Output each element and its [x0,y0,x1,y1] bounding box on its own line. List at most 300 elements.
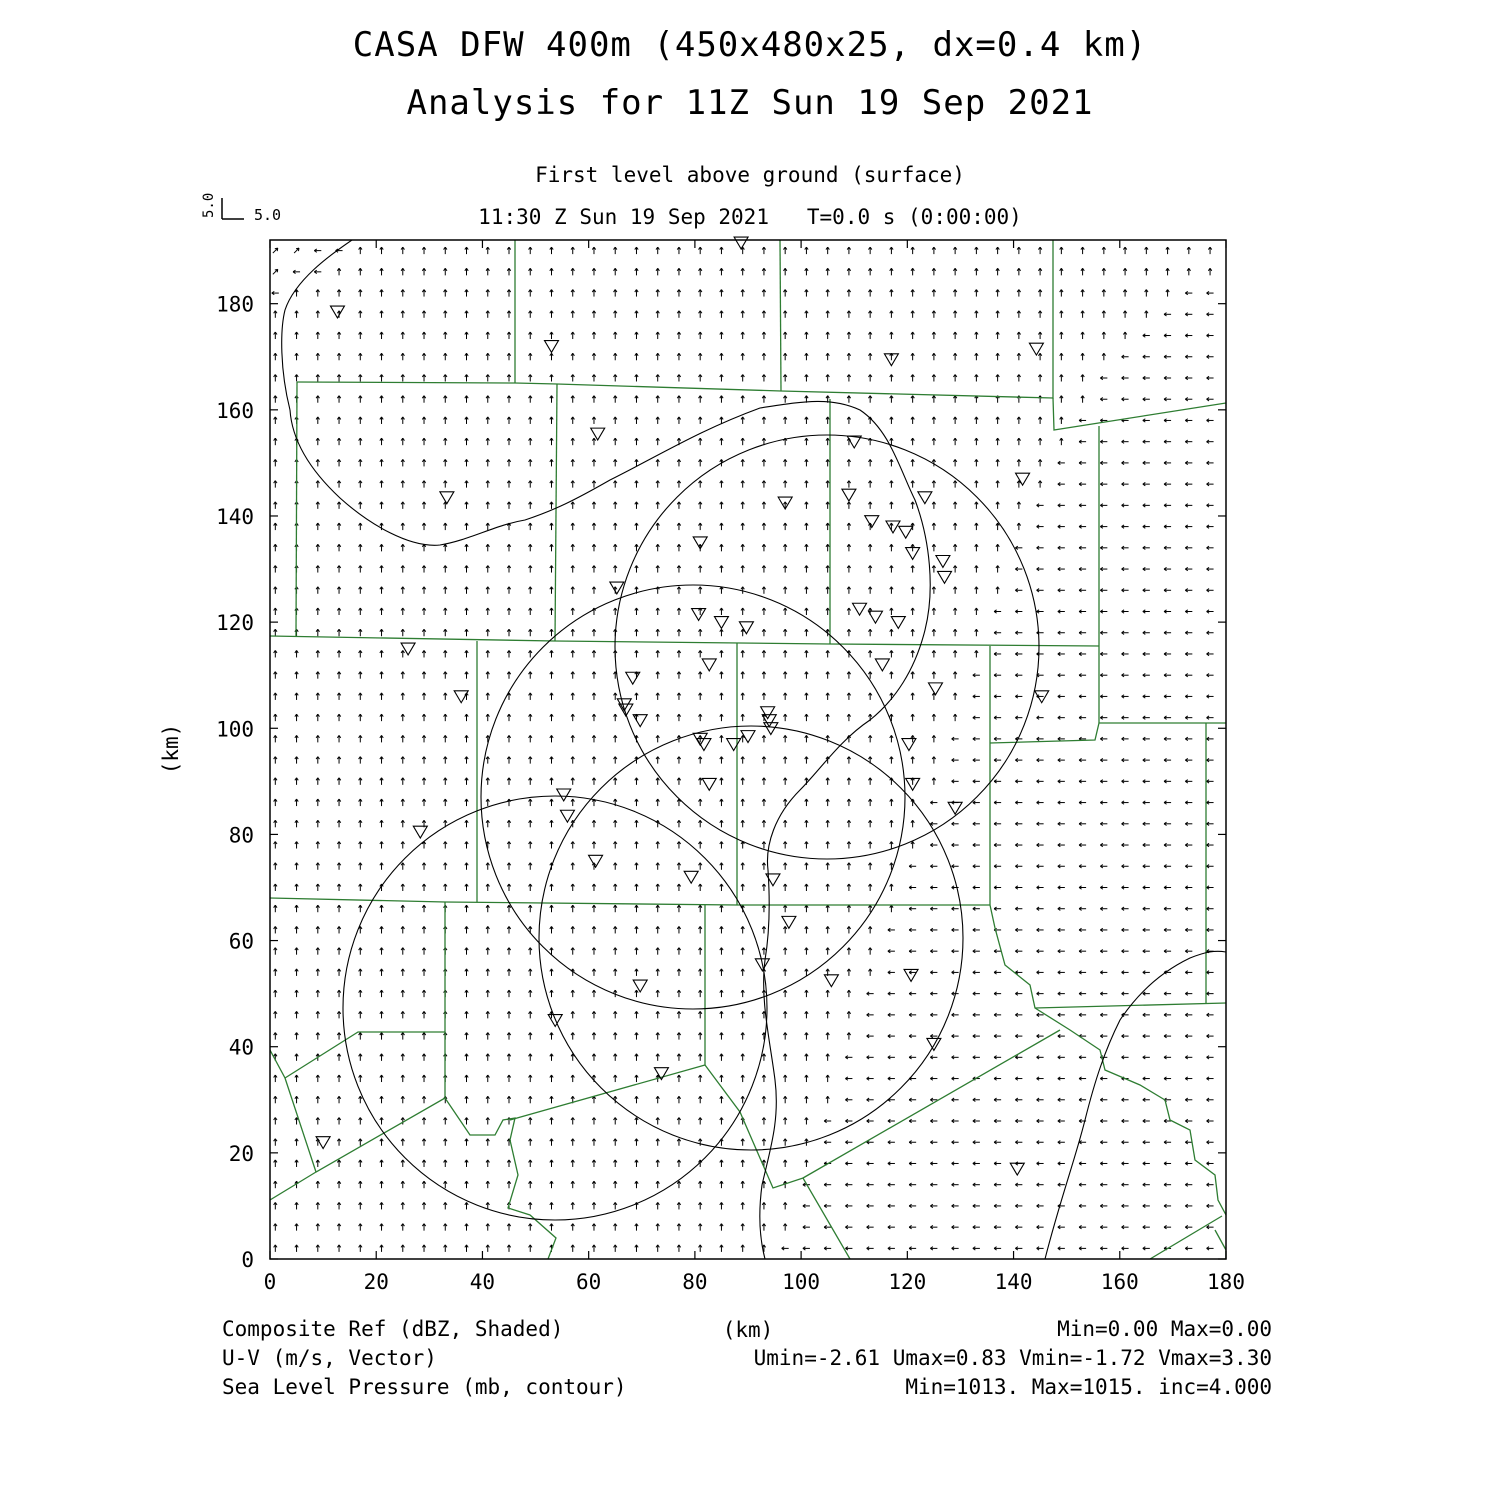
wind-vector [1123,332,1126,339]
wind-vector [380,290,383,297]
wind-vector [1143,1162,1150,1165]
wind-vector [826,1075,829,1082]
wind-vector [805,353,808,360]
wind-vector [465,820,468,827]
wind-vector [1100,780,1107,783]
wind-vector [805,884,808,891]
wind-vector [868,842,871,849]
wind-vector [465,311,468,318]
wind-vector [762,1054,765,1061]
contour-circle-4 [343,796,767,1220]
wind-vector [994,780,1001,783]
wind-vector [635,608,638,615]
wind-vector [444,523,447,530]
wind-vector [274,1224,277,1231]
wind-vector [635,1139,638,1146]
wind-vector [635,523,638,530]
wind-vector [635,1096,638,1103]
wind-vector [1079,1098,1086,1101]
wind-vector [507,374,510,381]
wind-vector [930,928,937,931]
wind-vector [656,353,659,360]
wind-vector [1207,313,1214,316]
wind-vector [359,714,362,721]
wind-vector [975,353,978,360]
wind-vector [507,884,510,891]
wind-vector [401,1096,404,1103]
wind-vector [465,459,468,466]
wind-vector [656,459,659,466]
wind-vector [507,1011,510,1018]
wind-vector [380,735,383,742]
wind-vector [1015,674,1022,677]
wind-vector [677,566,680,573]
wind-vector [1079,1013,1086,1016]
wind-vector [677,863,680,870]
wind-vector [401,757,404,764]
wind-vector [656,1011,659,1018]
wind-vector [953,332,956,339]
wind-vector [1058,971,1065,974]
wind-vector [380,842,383,849]
station-marker-icon [702,778,716,790]
wind-vector [486,417,489,424]
wind-vector [1037,865,1044,868]
wind-vector [316,608,319,615]
wind-vector [805,672,808,679]
wind-vector [1100,1098,1107,1101]
wind-vector [826,1096,829,1103]
wind-vector [380,948,383,955]
wind-vector [975,566,978,573]
wind-vector [1122,525,1129,528]
station-marker-icon [589,855,603,867]
wind-vector [677,481,680,488]
wind-vector [762,481,765,488]
wind-vector [741,438,744,445]
wind-vector [1185,1119,1192,1122]
wind-vector [1037,1098,1044,1101]
wind-vector [677,247,680,254]
wind-vector [380,1118,383,1125]
wind-vector [359,417,362,424]
wind-vector [699,268,702,275]
wind-vector [1015,1141,1022,1144]
wind-vector [973,1119,980,1122]
wind-vector [1164,1162,1171,1165]
wind-vector [952,843,959,846]
wind-vector [996,566,999,573]
wind-vector [337,926,340,933]
wind-vector [614,523,617,530]
wind-vector [973,865,980,868]
wind-vector [614,820,617,827]
wind-vector [316,353,319,360]
wind-vector [805,735,808,742]
wind-vector [1143,1098,1150,1101]
wind-vector [550,757,553,764]
wind-vector [1058,1183,1065,1186]
wind-vector [677,332,680,339]
wind-vector [1207,1162,1214,1165]
wind-vector [911,417,914,424]
wind-vector [741,1075,744,1082]
wind-vector [1164,1141,1171,1144]
wind-vector [1058,1077,1065,1080]
wind-vector [847,608,850,615]
wind-vector [1081,247,1084,254]
wind-vector [699,757,702,764]
wind-vector [1081,311,1084,318]
wind-vector [868,629,871,636]
wind-vector [295,948,298,955]
wind-vector [592,735,595,742]
wind-vector [486,523,489,530]
wind-vector [783,990,786,997]
wind-vector [890,311,893,318]
wind-vector [1185,567,1192,570]
wind-vector [1038,481,1041,488]
wind-vector [1208,268,1211,275]
wind-vector [805,587,808,594]
wind-vector [741,608,744,615]
wind-vector [337,417,340,424]
wind-vector [401,268,404,275]
wind-vector [952,737,959,740]
wind-vector [656,693,659,700]
wind-vector [571,1202,574,1209]
wind-vector [614,969,617,976]
wind-vector [720,396,723,403]
wind-vector [1122,674,1129,677]
wind-vector [932,714,935,721]
wind-vector [614,247,617,254]
wind-vector [1164,716,1171,719]
wind-vector [1207,1183,1214,1186]
wind-vector [1122,1034,1129,1037]
wind-vector [847,714,850,721]
wind-vector [550,290,553,297]
wind-vector [847,799,850,806]
wind-vector [996,290,999,297]
wind-vector [783,926,786,933]
wind-vector [1037,567,1044,570]
wind-vector [847,523,850,530]
wind-vector [337,481,340,488]
wind-vector [890,332,893,339]
y-tick-label: 120 [216,611,254,636]
wind-vector [316,905,319,912]
wind-vector [783,650,786,657]
wind-vector [932,268,935,275]
wind-vector [867,1247,874,1250]
wind-vector [316,1224,319,1231]
wind-vector [1079,461,1086,464]
wind-vector [720,884,723,891]
wind-vector [635,353,638,360]
wind-vector [996,523,999,530]
wind-vector [741,799,744,806]
wind-vector [274,778,277,785]
wind-vector [1058,546,1065,549]
wind-vector [867,1162,874,1165]
station-marker-icon [727,739,741,751]
wind-vector [359,1054,362,1061]
wind-vector [1185,822,1192,825]
wind-vector [805,1033,808,1040]
wind-vector [677,757,680,764]
wind-vector [656,926,659,933]
wind-vector [380,820,383,827]
wind-vector [316,1033,319,1040]
wind-vector [677,523,680,530]
wind-vector [1100,949,1107,952]
wind-vector [507,969,510,976]
wind-vector [699,799,702,806]
wind-vector [909,949,916,952]
wind-vector [1079,758,1086,761]
wind-vector [741,948,744,955]
wind-vector [1079,1056,1086,1059]
wind-vector [741,990,744,997]
wind-vector [845,1247,852,1250]
wind-vector [1038,396,1041,403]
wind-vector [699,1054,702,1061]
wind-vector [890,842,893,849]
wind-vector [571,799,574,806]
wind-vector [359,842,362,849]
wind-vector [1122,928,1129,931]
wind-vector [1058,1141,1065,1144]
wind-vector [337,672,340,679]
wind-vector [1143,1225,1150,1228]
wind-vector [614,290,617,297]
wind-vector [952,1183,959,1186]
wind-vector [614,905,617,912]
wind-vector [592,268,595,275]
wind-vector [1037,589,1044,592]
wind-vector [337,1054,340,1061]
wind-vector [994,1183,1001,1186]
y-tick-label: 80 [228,823,254,848]
wind-vector [1038,438,1041,445]
wind-vector [932,757,935,764]
wind-vector [699,629,702,636]
wind-vector [952,1204,959,1207]
wind-vector [805,481,808,488]
wind-vector [1079,843,1086,846]
wind-vector [1079,631,1086,634]
wind-vector [1015,758,1022,761]
wind-vector [805,459,808,466]
wind-vector [994,886,1001,889]
wind-vector [1122,886,1129,889]
wind-vector [293,270,300,273]
wind-vector [1060,374,1063,381]
wind-vector [1015,1034,1022,1037]
wind-vector [1207,1141,1214,1144]
wind-vector [805,544,808,551]
wind-vector [635,778,638,785]
wind-vector [465,863,468,870]
vector-key [201,193,281,224]
wind-vector [1145,268,1148,275]
wind-vector [1185,1162,1192,1165]
wind-vector [1058,461,1065,464]
wind-vector [741,374,744,381]
wind-vector [994,1119,1001,1122]
wind-vector [952,971,959,974]
wind-vector [465,990,468,997]
wind-vector [783,799,786,806]
valid-time-label: 11:30 Z Sun 19 Sep 2021 T=0.0 s (0:00:00) [478,205,1022,229]
wind-vector [677,417,680,424]
wind-vector [550,990,553,997]
wind-vector [996,502,999,509]
wind-vector [380,459,383,466]
wind-vector [1185,971,1192,974]
wind-vector [274,608,277,615]
wind-vector [677,1011,680,1018]
wind-vector [741,481,744,488]
wind-vector [635,650,638,657]
wind-vector [550,1139,553,1146]
wind-vector [465,884,468,891]
wind-vector [932,629,935,636]
wind-vector [550,268,553,275]
wind-vector [826,799,829,806]
wind-vector [1058,843,1065,846]
wind-vector [805,311,808,318]
wind-vector [867,1183,874,1186]
wind-vector [677,396,680,403]
wind-vector [422,1160,425,1167]
wind-vector [550,1075,553,1082]
wind-vector [444,842,447,849]
pressure-contours [282,240,1226,1259]
wind-vector [507,1033,510,1040]
wind-vector [1164,674,1171,677]
wind-vector [465,1224,468,1231]
wind-vector [1100,525,1107,528]
wind-vector [614,332,617,339]
wind-vector [550,311,553,318]
wind-vector [1037,1119,1044,1122]
wind-vector [762,587,765,594]
wind-vector [930,1247,937,1250]
wind-vector [973,716,980,719]
wind-vector [571,353,574,360]
wind-vector [1207,1225,1214,1228]
wind-vector [507,332,510,339]
wind-vector [635,863,638,870]
wind-vector [273,269,278,274]
wind-vector [805,417,808,424]
wind-vector [1058,1225,1065,1228]
wind-vector [274,629,277,636]
wind-vector [826,672,829,679]
wind-vector [996,438,999,445]
wind-vector [1185,313,1192,316]
wind-vector [529,842,532,849]
wind-vector [571,587,574,594]
wind-vector [465,1096,468,1103]
wind-vector [911,332,914,339]
wind-vector [824,1119,831,1122]
wind-vector [380,1181,383,1188]
wind-vector [401,714,404,721]
wind-vector [699,523,702,530]
wind-vector [614,459,617,466]
wind-vector [911,608,914,615]
wind-vector [1166,290,1169,297]
wind-vector [316,438,319,445]
wind-vector [826,332,829,339]
wind-vector [783,905,786,912]
wind-vector [486,544,489,551]
wind-vector [592,544,595,551]
wind-vector [720,608,723,615]
wind-vector [888,1183,895,1186]
y-axis-label: (km) [159,723,183,775]
wind-vector [465,332,468,339]
wind-vector [401,884,404,891]
wind-vector [422,948,425,955]
wind-vector [994,1204,1001,1207]
wind-vector [614,1160,617,1167]
wind-vector [295,1033,298,1040]
wind-vector [1015,1077,1022,1080]
wind-vector [571,290,574,297]
wind-vector [909,1247,916,1250]
wind-vector [422,1181,425,1188]
wind-vector [783,1033,786,1040]
wind-vector [1207,440,1214,443]
wind-vector [975,502,978,509]
wind-vector [635,311,638,318]
wind-vector [337,290,340,297]
wind-vector [359,1011,362,1018]
wind-vector [720,1118,723,1125]
wind-vector [507,1096,510,1103]
wind-vector [614,1054,617,1061]
wind-vector [422,905,425,912]
wind-vector [1164,949,1171,952]
wind-vector [996,587,999,594]
wind-vector [845,1056,852,1059]
wind-vector [507,799,510,806]
wind-vector [1015,610,1022,613]
wind-vector [1015,1013,1022,1016]
wind-vector [847,353,850,360]
wind-vector [1207,461,1214,464]
wind-vector [550,799,553,806]
wind-vector [911,459,914,466]
wind-vector [826,1011,829,1018]
wind-vector [486,778,489,785]
wind-vector [337,1118,340,1125]
wind-vector [677,1033,680,1040]
wind-vector [401,1054,404,1061]
wind-vector [359,438,362,445]
wind-vector [930,907,937,910]
wind-vector [380,1202,383,1209]
wind-vector [1207,610,1214,613]
wind-vector [1143,631,1150,634]
wind-vector [380,969,383,976]
wind-vector [762,1075,765,1082]
wind-vector [444,1245,447,1252]
